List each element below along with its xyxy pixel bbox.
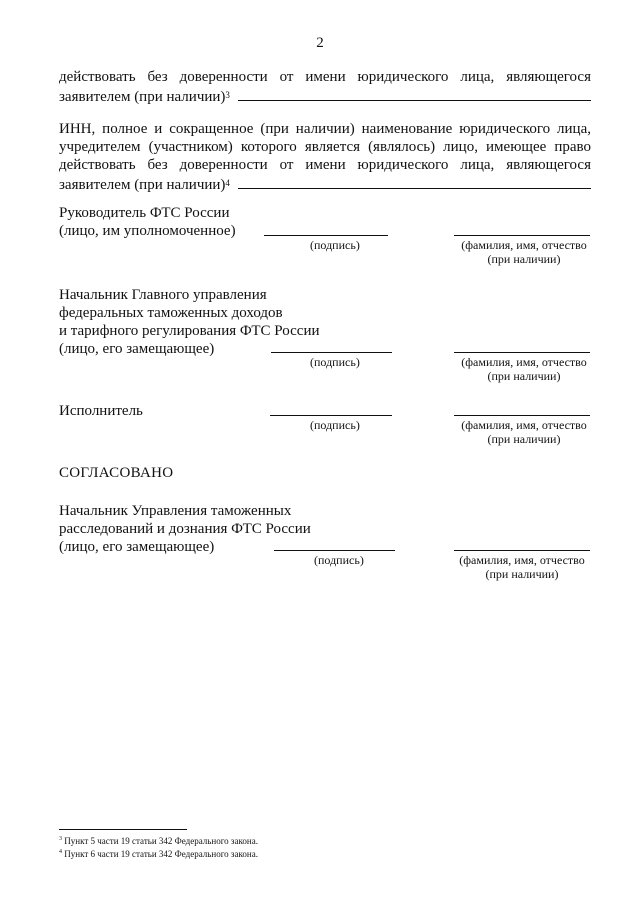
block1-name-caption-line2: (при наличии) xyxy=(487,252,561,266)
block3-name-caption-line1: (фамилия, имя, отчество xyxy=(461,418,587,432)
block1-name-caption-line1: (фамилия, имя, отчество xyxy=(461,238,587,252)
block2-line1: Начальник Главного управления xyxy=(59,287,267,303)
block3-name-line xyxy=(454,415,590,416)
block1-name-line xyxy=(454,235,590,236)
paragraph2-fill-row xyxy=(59,174,591,195)
paragraph1-blank-line xyxy=(238,86,591,101)
paragraph-legal-entity xyxy=(59,68,591,107)
block4-name-caption xyxy=(450,553,594,581)
block3-title: Исполнитель xyxy=(59,403,143,419)
block4-line1: Начальник Управления таможенных xyxy=(59,503,292,519)
footnote-3-text: Пункт 5 части 19 статьи 342 Федерального закона. xyxy=(64,836,258,846)
paragraph2-line4: заявителем (при наличии) xyxy=(59,177,226,193)
block2-name-caption xyxy=(454,355,594,383)
paragraph2-line2: учредителем (участником) которого является (являлось) лицо, имеющее право xyxy=(59,139,591,155)
paragraph1-fill-row xyxy=(59,86,591,107)
footnote-separator xyxy=(59,829,187,830)
block4-name-line xyxy=(454,550,590,551)
paragraph1-line1: действовать без доверенности от имени юридического лица, являющегося xyxy=(59,69,591,85)
footnote-3-number: 3 xyxy=(59,836,62,842)
paragraph2-line1: ИНН, полное и сокращенное (при наличии) наименование юридического лица, xyxy=(59,121,591,137)
block2-line4: (лицо, его замещающее) xyxy=(59,341,215,357)
page-number: 2 xyxy=(316,35,324,51)
block4-name-caption-line1: (фамилия, имя, отчество xyxy=(459,553,585,567)
block4-signature-line xyxy=(274,550,395,551)
block2-name-line xyxy=(454,352,590,353)
footnote-3 xyxy=(59,836,258,847)
footnote-ref-3: 3 xyxy=(225,90,230,100)
block2-signature-caption: (подпись) xyxy=(310,355,360,369)
block3-signature-caption: (подпись) xyxy=(310,418,360,432)
agreed-heading: СОГЛАСОВАНО xyxy=(59,465,174,481)
block4-name-caption-line2: (при наличии) xyxy=(485,567,559,581)
block2-line2: федеральных таможенных доходов xyxy=(59,305,283,321)
block2-line3: и тарифного регулирования ФТС России xyxy=(59,323,320,339)
block1-name-caption xyxy=(454,238,594,266)
block1-subtitle: (лицо, им уполномоченное) xyxy=(59,223,236,239)
footnote-ref-4: 4 xyxy=(225,178,230,188)
paragraph1-line2: заявителем (при наличии) xyxy=(59,89,226,105)
footnote-4 xyxy=(59,849,258,860)
block3-name-caption-line2: (при наличии) xyxy=(487,432,561,446)
block1-signature-line xyxy=(264,235,388,236)
block2-name-caption-line2: (при наличии) xyxy=(487,369,561,383)
footnote-4-text: Пункт 6 части 19 статьи 342 Федерального закона. xyxy=(64,849,258,859)
paragraph2-blank-line xyxy=(238,174,591,189)
paragraph2-line3: действовать без доверенности от имени юридического лица, являющегося xyxy=(59,157,591,173)
block3-signature-line xyxy=(270,415,392,416)
footnote-4-number: 4 xyxy=(59,849,62,855)
block2-signature-line xyxy=(271,352,392,353)
block1-title: Руководитель ФТС России xyxy=(59,205,230,221)
block1-signature-caption: (подпись) xyxy=(310,238,360,252)
paragraph-inn xyxy=(59,120,591,195)
block4-line3: (лицо, его замещающее) xyxy=(59,539,215,555)
block4-signature-caption: (подпись) xyxy=(314,553,364,567)
block4-line2: расследований и дознания ФТС России xyxy=(59,521,311,537)
block3-name-caption xyxy=(454,418,594,446)
block2-name-caption-line1: (фамилия, имя, отчество xyxy=(461,355,587,369)
